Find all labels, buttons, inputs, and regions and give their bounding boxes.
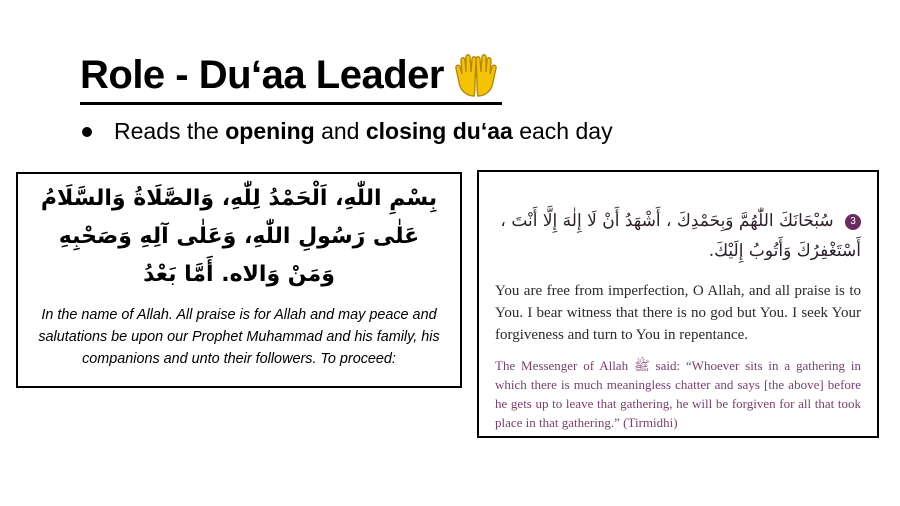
closing-dua-hadith-note: The Messenger of Allah ﷺ said: “Whoever sits in a gathering in which there is much meaningless chatter and says [the above] before he gets up to leave that gathering, he will be forgiven for all that took place in that gathering.” (Tirmidhi) (495, 358, 862, 430)
bullet-middle: and (321, 118, 360, 144)
bullet-text (114, 118, 613, 145)
raised-palms-icon (452, 52, 500, 98)
dua-number-badge: 3 (845, 214, 861, 230)
opening-dua-box (16, 172, 462, 388)
slide-title (80, 48, 502, 105)
bullet-prefix: Reads the (114, 118, 219, 144)
bullet-bold-closing: closing du‘aa (365, 118, 513, 144)
closing-dua-translation: You are free from imperfection, O Allah, and all praise is to You. I bear witness that there is no god but You. I seek Your forgiveness and turn to You in repentance. (495, 283, 861, 343)
closing-dua-arabic: سُبْحَانَكَ اللّٰهُمَّ وَبِحَمْدِكَ ، أَشْهَدُ أَنْ لَا إِلٰهَ إِلَّا أَنْتَ ، أَسْتَغْفِرُكَ وَأَتُوبُ إِلَيْكَ. (500, 211, 861, 261)
opening-dua-translation: In the name of Allah. All praise is for Allah and may peace and salutations be upon our Prophet Muhammad and his family, his companions and unto their followers. To proceed: (38, 307, 440, 367)
bullet-point (82, 118, 613, 145)
slide-title-text: Role - Du‘aa Leader (80, 53, 444, 97)
bullet-dot-icon (82, 127, 92, 137)
bullet-suffix: each day (519, 118, 613, 144)
closing-dua-arabic-block (495, 206, 861, 266)
closing-dua-box (477, 170, 879, 438)
bullet-bold-opening: opening (225, 118, 315, 144)
opening-dua-arabic: بِسْمِ اللّٰهِ، اَلْحَمْدُ لِلّٰهِ، وَالصَّلَاةُ وَالسَّلَامُ عَلٰى رَسُولِ اللّٰهِ، وَعَلٰى آلِهِ وَصَحْبِهِ وَمَنْ وَالاه. أَمَّا بَعْدُ (40, 186, 438, 287)
